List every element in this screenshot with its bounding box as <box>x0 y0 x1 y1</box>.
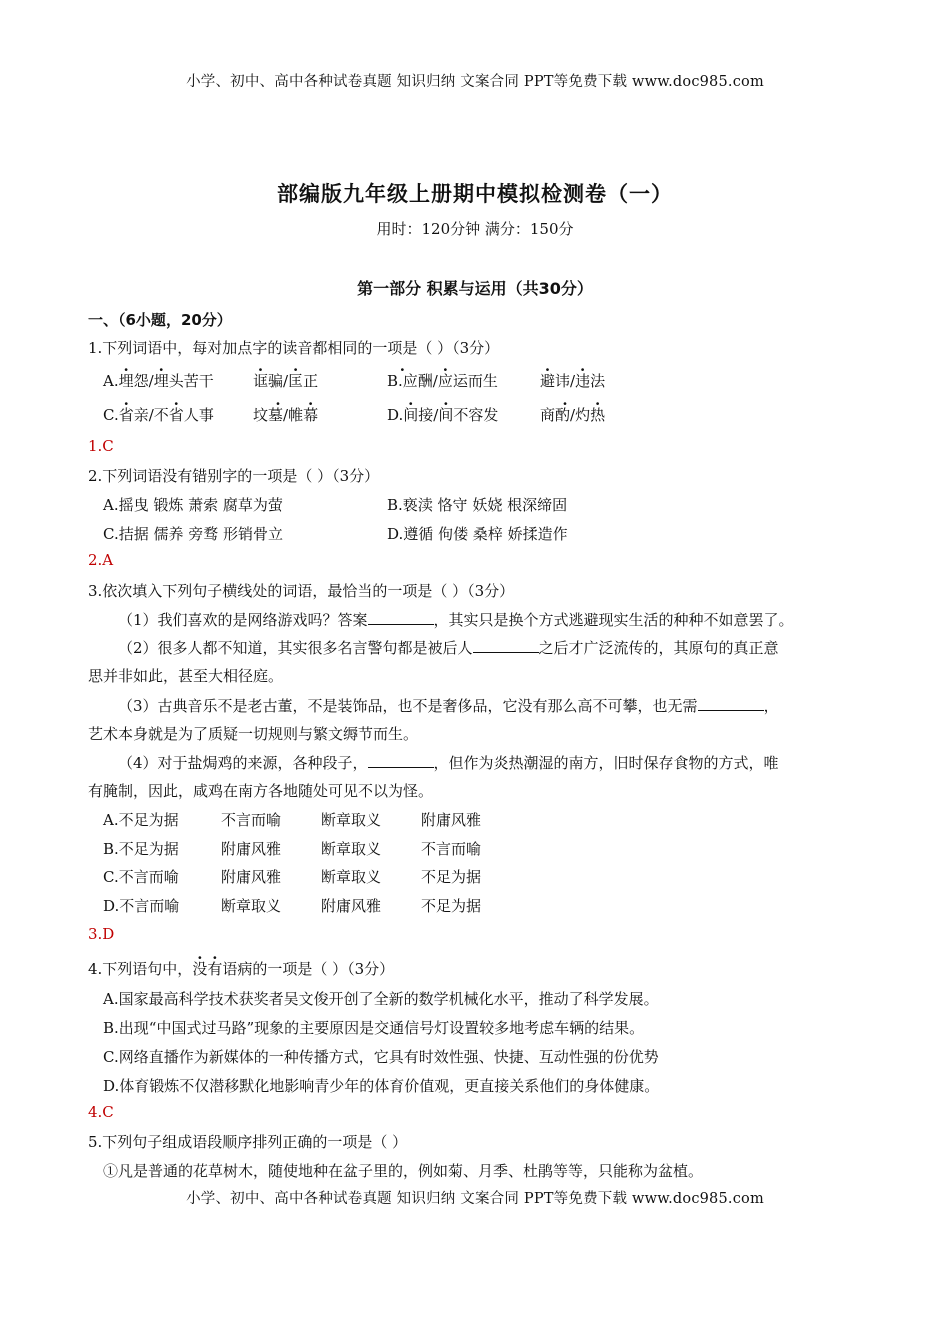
q2-option-b: B.亵渎 恪守 妖娆 根深缔固 <box>387 496 568 514</box>
q2-option-c: C.拮据 儒养 旁骛 形销骨立 <box>103 525 284 543</box>
q2-stem: 2.下列词语没有错别字的一项是（ ）（3分） <box>88 467 380 485</box>
q1-option-b-pair2: 避讳/违法 <box>540 372 606 390</box>
q4-stem: 4.下列语句中，没有语病的一项是（ ）（3分） <box>88 960 395 978</box>
blank-line <box>368 753 434 768</box>
q4-answer: 4.C <box>88 1103 114 1121</box>
q3-sentence-2: （2）很多人都不知道，其实很多名言警句都是被后人 之后才广泛流传的，其原句的真正意 <box>118 639 779 657</box>
q2-option-d: D.遵循 佝偻 桑梓 娇揉造作 <box>387 525 568 543</box>
q2-answer: 2.A <box>88 551 114 569</box>
q3-sentence-4-cont: 有腌制，因此，咸鸡在南方各地随处可见不以为怪。 <box>88 782 434 800</box>
q1-stem: 1.下列词语中，每对加点字的读音都相同的一项是（ ）（3分） <box>88 339 500 357</box>
q3-sentence-3-cont: 艺术本身就是为了质疑一切规则与繁文缛节而生。 <box>88 725 419 743</box>
q1-option-a-pair2: 诓骗/匡正 <box>253 372 319 390</box>
q1-option-d: D.间接/间不容发 <box>387 406 499 424</box>
q3-sentence-3: （3）古典音乐不是老古董，不是装饰品，也不是奢侈品，它没有那么高不可攀，也无需 ， <box>118 697 779 715</box>
q4-option-c: C.网络直播作为新媒体的一种传播方式，它具有时效性强、快捷、互动性强的份优势 <box>103 1048 659 1066</box>
q4-option-a: A.国家最高科学技术获奖者吴文俊开创了全新的数学机械化水平，推动了科学发展。 <box>103 990 659 1008</box>
q1-option-a: A.埋怨/埋头苦干 <box>103 372 214 390</box>
blank-line <box>368 610 434 625</box>
q4-option-d: D.体育锻炼不仅潜移默化地影响青少年的体育价值观，更直接关系他们的身体健康。 <box>103 1077 660 1095</box>
q3-answer: 3.D <box>88 925 115 943</box>
q1-option-b: . B.应酬/应运而生 <box>387 370 498 391</box>
exam-subtitle: 用时：120分钟 满分：150分 <box>376 220 574 238</box>
q3-sentence-2-cont: 思并非如此，甚至大相径庭。 <box>88 667 284 685</box>
header-note: 小学、初中、高中各种试卷真题 知识归纳 文案合同 PPT等免费下载 www.doc985.com <box>186 74 764 90</box>
q3-sentence-1: （1）我们喜欢的是网络游戏吗？答案 ，其实只是换个方式逃避现实生活的种种不如意罢了。 <box>118 611 794 629</box>
q1-option-c-pair2: 坟. 墓/帷幕 <box>253 404 318 425</box>
q3-sentence-4: （4）对于盐焗鸡的来源，各种段子， ，但作为炎热潮湿的南方，旧时保存食物的方式，唯 <box>118 754 779 772</box>
q1-answer: 1.C <box>88 437 114 455</box>
footer-note: 小学、初中、高中各种试卷真题 知识归纳 文案合同 PPT等免费下载 www.doc985.com <box>186 1191 764 1207</box>
exam-title: 部编版九年级上册期中模拟检测卷（一） <box>277 182 673 206</box>
q5-stem: 5.下列句子组成语段顺序排列正确的一项是（ ） <box>88 1133 408 1151</box>
q1-option-c: C.省亲/不省人事 <box>103 406 214 424</box>
q1-option-d-pair2: 商. 酌/灼热 <box>540 404 605 425</box>
part-title: 第一部分 积累与运用（共30分） <box>357 279 593 298</box>
q2-option-a: A.摇曳 锻炼 萧索 腐草为萤 <box>103 496 283 514</box>
q5-sentence-1: ①凡是普通的花草树木，随使地种在盆子里的，例如菊、月季、杜鹃等等，只能称为盆植。 <box>103 1162 704 1180</box>
blank-line <box>698 696 764 711</box>
q4-option-b: B.出现“中国式过马路”现象的主要原因是交通信号灯设置较多地考虑车辆的结果。 <box>103 1019 645 1037</box>
blank-line <box>473 638 539 653</box>
q3-stem: 3.依次填入下列句子横线处的词语，最恰当的一项是（ ）（3分） <box>88 582 515 600</box>
section-heading: 一、（6小题，20分） <box>88 311 232 329</box>
